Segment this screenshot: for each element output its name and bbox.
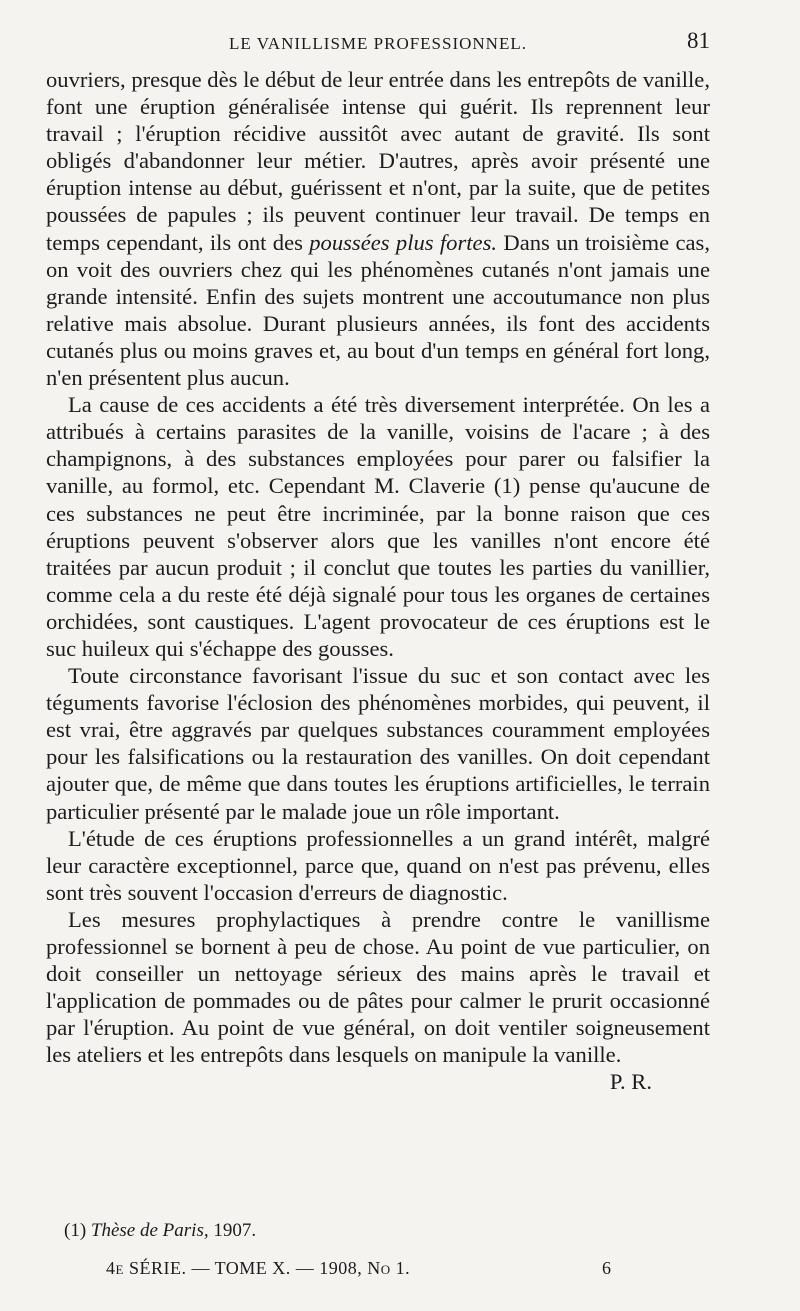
- page-number: 81: [687, 28, 710, 53]
- emphasis-poussees: poussées plus fortes.: [309, 229, 498, 255]
- paragraph-5: [46, 906, 710, 1095]
- series-info: 4e SÉRIE. — TOME X. — 1908, No 1.: [106, 1258, 411, 1278]
- page: [46, 26, 710, 1296]
- paragraph-1: [46, 66, 710, 391]
- running-head: [46, 26, 710, 66]
- author-signature: P. R.: [609, 1069, 652, 1095]
- body-text: [46, 66, 710, 1095]
- paragraph-2: La cause de ces accidents a été très diversement interprétée. On les a attribués à certains parasites de la vanille, voisins de l'acare ; à des champignons, à des substances employées pour parer ou falsifier la vanille, au formol, etc. Cependant M. Claverie (1) pense qu'aucune de ces substances ne peut être incriminée, par la bonne raison que ces éruptions peuvent s'observer alors que les vanilles n'ont encore été traitées par aucun produit ; il conclut que toutes les parties du vanillier, comme cela a du reste été déjà signalé pour tous les organes de certaines orchidées, sont caustiques. L'agent provocateur de ces éruptions est le suc huileux qui s'échappe des gousses.: [46, 392, 710, 661]
- footnote-title: Thèse de Paris,: [90, 1220, 209, 1241]
- running-title: LE VANILLISME PROFESSIONNEL.: [229, 34, 527, 53]
- paragraph-4: L'étude de ces éruptions professionnelles a un grand intérêt, malgré leur caractère exceptionnel, parce que, quand on n'est pas prévenu, elles sont très souvent l'occasion d'erreurs de diagnostic.: [46, 825, 710, 905]
- paragraph-5-text: Les mesures prophylactiques à prendre contre le vanillisme professionnel se bornent à peu de chose. Au point de vue particulier, on doit conseiller un nettoyage sérieux des mains après le travail et l'application de pommades ou de pâtes pour calmer le prurit occasionné par l'éruption. Au point de vue général, on doit ventiler soigneusement les ateliers et les entrepôts dans lesquels on manipule la vanille.: [46, 906, 710, 1068]
- footnote-year: 1907.: [208, 1220, 257, 1241]
- paragraph-1-tail: Dans un troisième cas, on voit des ouvriers chez qui les phénomènes cutanés n'ont jamais une grande intensité. Enfin des sujets montrent une accoutumance non plus relative mais absolue. Durant plusieurs années, ils font des accidents cutanés plus ou moins graves et, au bout d'un temps en général fort long, n'en présentent plus aucun.: [46, 229, 710, 391]
- sheet-number: 6: [602, 1258, 611, 1278]
- paragraph-1-text: ouvriers, presque dès le début de leur entrée dans les entrepôts de vanille, font une éruption généralisée intense qui guérit. Ils reprennent leur travail ; l'éruption récidive aussitôt avec autant de gravité. Ils sont obligés d'abandonner leur métier. D'autres, après avoir présenté une éruption intense au début, guérissent et n'ont, par la suite, que de petites poussées de papules ; ils peuvent continuer leur travail. De temps en temps cependant, ils ont des: [46, 67, 710, 255]
- footnote: [64, 1220, 256, 1242]
- paragraph-3: Toute circonstance favorisant l'issue du suc et son contact avec les téguments favorise l'éclosion des phénomènes morbides, qui peuvent, il est vrai, être aggravés par quelques substances couramment employées pour les falsifications ou la restauration des vanilles. On doit cependant ajouter que, de même que dans toutes les éruptions artificielles, le terrain particulier présenté par le malade joue un rôle important.: [46, 663, 710, 824]
- footnote-marker: (1): [64, 1220, 91, 1241]
